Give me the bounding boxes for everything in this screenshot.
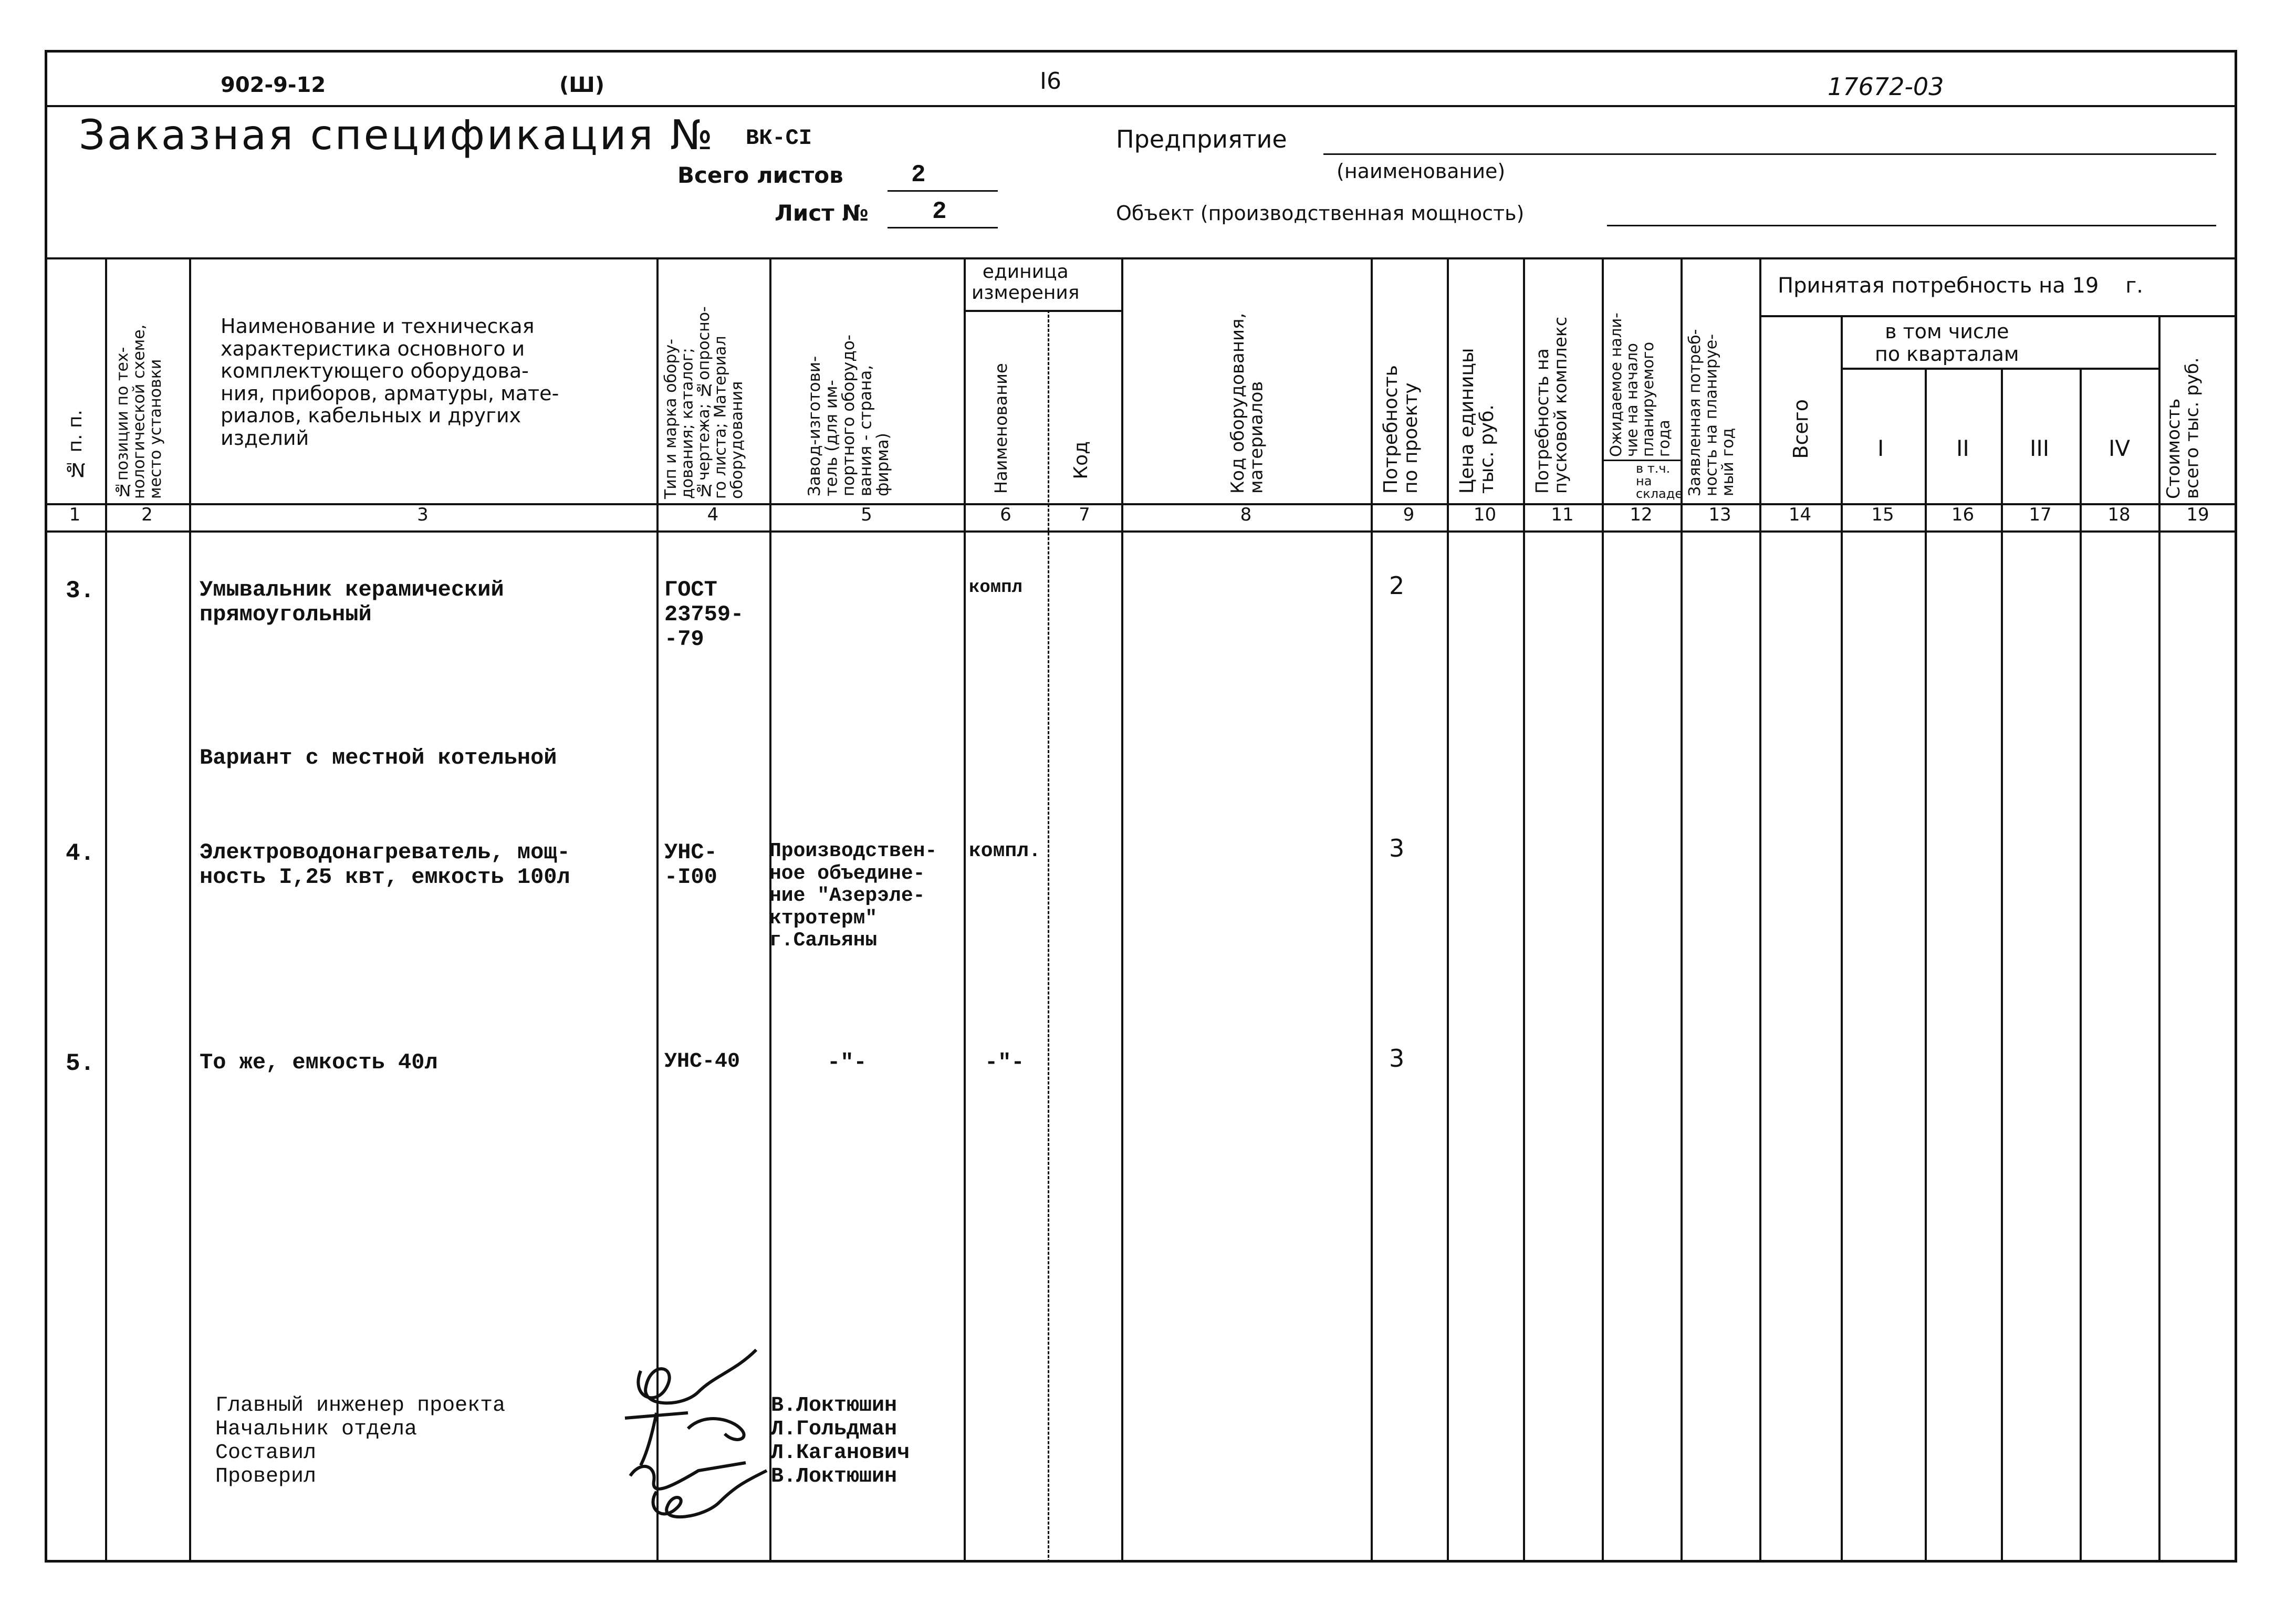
signature-role-4: Проверил [215,1465,317,1488]
total-sheets-value: 2 [911,161,926,189]
col-divider-2 [189,257,191,1563]
col-number-9: 9 [1403,504,1415,525]
col-number-10: 10 [1473,504,1497,525]
col-number-12: 12 [1630,504,1653,525]
total-sheets-underline [888,190,998,192]
variant-heading: Вариант с местной котельной [200,745,557,770]
volume-label: (Ш) [559,73,604,97]
col-header-4: Тип и марка обору- дования; каталог; №чертежа; №опросно- го листа; Материал оборудования [662,306,746,499]
col-divider-10 [1523,257,1525,1563]
sheet-value: 2 [932,198,947,225]
col-header-1: № п. п. [65,410,86,480]
col-header-17: III [2030,435,2050,461]
col-header-15: I [1877,435,1884,461]
doc-code-right: 17672-03 [1828,72,1944,101]
row-5-number: 5. [66,1050,95,1077]
row-3-unit: компл [969,578,1023,598]
doc-code-left: 902-9-12 [221,73,326,97]
col-header-19: Стоимость всего тыс. руб. [2163,357,2203,499]
unit-group-line [964,310,1121,312]
quarters-group-header: в том числе по кварталам [1875,320,2019,366]
signature-name-2: Л.Гольдман [771,1418,897,1441]
col-number-15: 15 [1871,504,1894,525]
col-header-9: Потребность по проекту [1380,365,1422,494]
col-number-13: 13 [1708,504,1731,525]
col-number-2: 2 [141,504,153,525]
col-divider-12 [1681,257,1683,1563]
unit-group-header: единица измерения [972,261,1080,304]
col-number-5: 5 [861,504,872,525]
sheet-label: Лист № [775,200,869,226]
enterprise-label: Предприятие [1116,125,1287,153]
col-number-6: 6 [1000,504,1011,525]
signature-role-2: Начальник отдела [215,1418,418,1441]
col-divider-5 [964,257,966,1563]
col-divider-7 [1121,257,1123,1563]
col-number-16: 16 [1951,504,1975,525]
row-5-need: 3 [1389,1044,1405,1072]
col-number-11: 11 [1551,504,1574,525]
signature-name-3: Л.Каганович [771,1441,910,1465]
colnum-bottom-line [45,530,2237,533]
col-number-17: 17 [2029,504,2052,525]
spec-title: Заказная спецификация № [79,112,715,159]
col-header-16: II [1956,435,1969,461]
row-4-need: 3 [1389,834,1405,862]
spec-number: ВК-СI [746,126,812,151]
col-header-12-sub: в т.ч. на складе [1636,461,1683,501]
signature-name-1: В.Локтюшин [771,1394,897,1418]
object-underline [1607,225,2216,226]
col-divider-17 [2080,368,2082,1563]
row-4-maker: Производствен- ное объедине- ние "Азерэле- ктротерм" г.Сальяны [769,840,937,952]
col-header-10: Цена единицы тыс. руб. [1456,348,1498,494]
col-number-19: 19 [2186,504,2209,525]
row-5-name: То же, емкость 40л [200,1050,438,1075]
col-divider-15 [1925,368,1927,1563]
col-divider-6 [1048,310,1049,1563]
col-number-8: 8 [1240,504,1252,525]
page-number: I6 [1040,68,1061,95]
col-header-8: Код оборудования, материалов [1227,313,1267,494]
col-header-12: Ожидаемое нали- чие на начало планируемого года [1607,313,1673,457]
signature-role-1: Главный инженер проекта [215,1394,506,1418]
row-3-type: ГОСТ 23759- -79 [664,577,744,652]
col-header-18: IV [2109,435,2131,461]
col-divider-18 [2158,315,2161,1563]
col-header-7: Код [1070,441,1092,480]
col-number-7: 7 [1079,504,1090,525]
row-5-type: УНС-40 [664,1050,740,1074]
row-4-type: УНС- -I00 [664,840,717,890]
col-divider-9 [1447,257,1449,1563]
signature-role-3: Составил [215,1441,317,1465]
col-number-4: 4 [707,504,719,525]
col-divider-14 [1841,315,1843,1563]
col-number-3: 3 [417,504,429,525]
col-header-3: Наименование и техническая характеристика основного и комплектующего оборудова- ния, приборов, арматуры, мате- риалов, кабельных и других изделий [221,315,559,450]
row-3-need: 2 [1389,571,1405,600]
col-divider-1 [105,257,107,1563]
row-4-number: 4. [66,840,95,867]
col-divider-11 [1602,257,1604,1563]
row-3-number: 3. [66,577,95,605]
row-5-unit: -"- [985,1050,1025,1075]
col-divider-16 [2001,368,2003,1563]
object-label: Объект (производственная мощность) [1116,202,1525,225]
header-divider [45,105,2237,107]
title-divider [45,257,2237,259]
enterprise-underline [1323,153,2216,155]
col-header-6: Наименование [991,363,1011,494]
col-divider-13 [1759,257,1761,1563]
enterprise-note: (наименование) [1337,160,1506,183]
signature-name-4: В.Локтюшин [771,1465,897,1488]
accepted-group-header: Принятая потребность на 19 г. [1778,274,2143,298]
row-4-unit: компл. [969,840,1041,862]
col-number-1: 1 [69,504,81,525]
row-5-maker: -"- [827,1050,867,1075]
col-header-5: Завод-изготови- тель (для им- портного оборудо- вания - страна, фирма) [805,335,893,496]
col-header-2: №позиции по тех- нологической схеме, место установки [113,324,165,499]
col-header-13: Заявленная потреб- ность на планируе- мый год [1686,329,1737,496]
total-sheets-label: Всего листов [677,162,843,188]
col-number-18: 18 [2107,504,2131,525]
row-3-name: Умывальник керамический прямоугольный [200,577,504,628]
col-number-14: 14 [1788,504,1812,525]
col-divider-8 [1371,257,1373,1563]
handwritten-signatures [609,1339,782,1528]
quarters-group-line [1841,368,2158,370]
sheet-underline [888,227,998,228]
row-4-name: Электроводонагреватель, мощ- ность I,25 квт, емкость 100л [200,840,570,890]
col-header-11: Потребность на пусковой комплекс [1532,316,1571,494]
col-header-14: Всего [1789,399,1812,459]
